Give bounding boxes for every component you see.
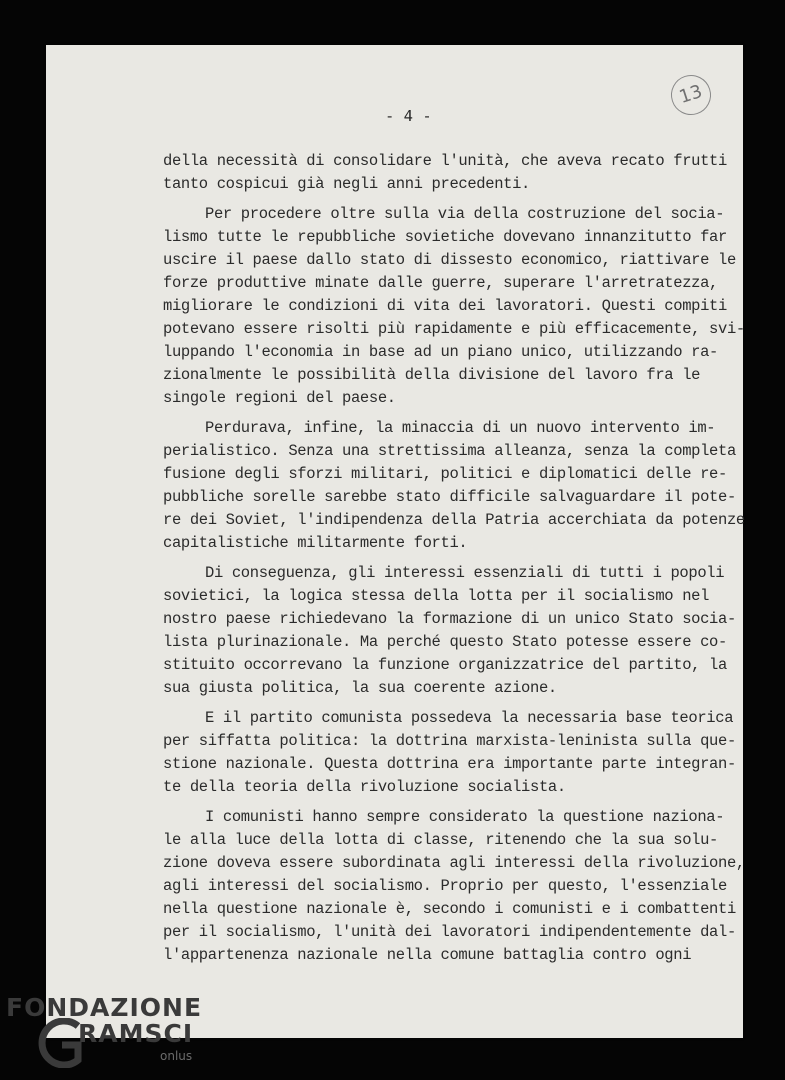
text-line: uscire il paese dallo stato di dissesto economico, riattivare le bbox=[163, 251, 736, 269]
text-line: migliorare le condizioni di vita dei lavoratori. Questi compiti bbox=[163, 297, 727, 315]
logo-line1: FONDAZIONE bbox=[6, 993, 203, 1022]
text-line: fusione degli sforzi militari, politici e diplomatici delle re- bbox=[163, 465, 727, 483]
paragraph bbox=[163, 203, 745, 410]
body-text bbox=[163, 150, 745, 974]
text-line: l'appartenenza nazionale nella comune battaglia contro ogni bbox=[163, 946, 692, 964]
text-line: lista plurinazionale. Ma perché questo Stato potesse essere co- bbox=[163, 633, 727, 651]
text-line: I comunisti hanno sempre considerato la questione naziona- bbox=[205, 808, 725, 826]
text-line: zione doveva essere subordinata agli interessi della rivoluzione, bbox=[163, 854, 745, 872]
text-line: Per procedere oltre sulla via della costruzione del socia- bbox=[205, 205, 725, 223]
paragraph bbox=[163, 417, 745, 555]
text-line: nella questione nazionale è, secondo i comunisti e i combattenti bbox=[163, 900, 736, 918]
text-line: E il partito comunista possedeva la necessaria base teorica bbox=[205, 709, 734, 727]
logo-sub: onlus bbox=[160, 1049, 193, 1063]
text-line: per siffatta politica: la dottrina marxista-leninista sulla que- bbox=[163, 732, 736, 750]
text-line: lismo tutte le repubbliche sovietiche dovevano innanzitutto far bbox=[163, 228, 727, 246]
paragraph bbox=[163, 707, 735, 799]
text-line: Perdurava, infine, la minaccia di un nuovo intervento im- bbox=[205, 419, 716, 437]
text-line: tanto cospicui già negli anni precedenti. bbox=[163, 175, 531, 193]
text-line: stituito occorrevano la funzione organizzatrice del partito, la bbox=[163, 656, 727, 674]
text-line: le alla luce della lotta di classe, ritenendo che la sua solu- bbox=[163, 831, 718, 849]
text-line: potevano essere risolti più rapidamente e più efficacemente, svi- bbox=[163, 320, 745, 338]
text-line: stione nazionale. Questa dottrina era importante parte integran- bbox=[163, 755, 736, 773]
text-line: zionalmente le possibilità della divisione del lavoro fra le bbox=[163, 366, 701, 384]
page-number: - 4 - bbox=[385, 107, 432, 125]
text-line: singole regioni del paese. bbox=[163, 389, 396, 407]
paragraph bbox=[163, 562, 735, 700]
text-line: pubbliche sorelle sarebbe stato difficile salvaguardare il pote- bbox=[163, 488, 736, 506]
text-line: sovietici, la logica stessa della lotta per il socialismo nel bbox=[163, 587, 710, 605]
text-line: della necessità di consolidare l'unità, che aveva recato frutti bbox=[163, 152, 727, 170]
text-line: agli interessi del socialismo. Proprio per questo, l'essenziale bbox=[163, 877, 727, 895]
paragraph bbox=[163, 806, 745, 967]
text-line: per il socialismo, l'unità dei lavoratori indipendentemente dal- bbox=[163, 923, 736, 941]
text-line: perialistico. Senza una strettissima alleanza, senza la completa bbox=[163, 442, 736, 460]
text-line: capitalistiche militarmente forti. bbox=[163, 534, 468, 552]
text-line: sua giusta politica, la sua coerente azione. bbox=[163, 679, 557, 697]
paragraph bbox=[163, 150, 735, 196]
text-line: luppando l'economia in base ad un piano unico, utilizzando ra- bbox=[163, 343, 718, 361]
text-line: forze produttive minate dalle guerre, superare l'arretratezza, bbox=[163, 274, 718, 292]
archive-page-number: 13 bbox=[666, 70, 716, 120]
text-line: te della teoria della rivoluzione socialista. bbox=[163, 778, 566, 796]
fondazione-gramsci-logo bbox=[6, 993, 216, 1073]
text-line: nostro paese richiedevano la formazione di un unico Stato socia- bbox=[163, 610, 736, 628]
text-line: Di conseguenza, gli interessi essenziali di tutti i popoli bbox=[205, 564, 725, 582]
text-line: re dei Soviet, l'indipendenza della Patria accerchiata da potenze bbox=[163, 511, 745, 529]
logo-line2: RAMSCI bbox=[78, 1019, 194, 1048]
